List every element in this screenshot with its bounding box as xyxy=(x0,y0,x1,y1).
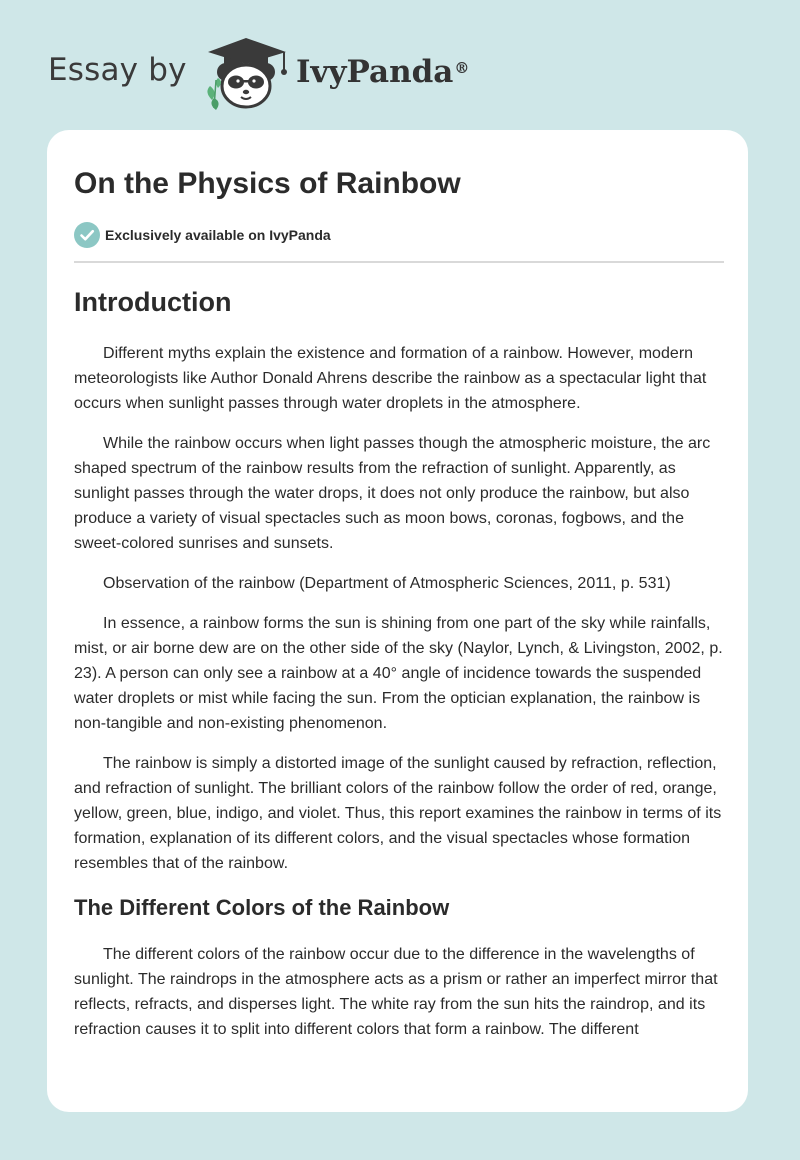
site-header xyxy=(0,0,800,130)
brand-name-text[interactable]: IvyPanda xyxy=(296,54,454,90)
section-heading-introduction: Introduction xyxy=(74,287,232,317)
article-body xyxy=(74,280,724,1057)
paragraph: The different colors of the rainbow occur due to the difference in the wavelengths of sunlight. The raindrops in the atmosphere acts as a prism or rather an imperfect mirror that reflects, refracts, and disperses light. The white ray from the sun hits the raindrop, and its refraction causes it to split into different colors that form a rainbow. The different xyxy=(74,946,718,1038)
paragraph: In essence, a rainbow forms the sun is shining from one part of the sky while rainfalls, mist, or air borne dew are on the other side of the sky (Naylor, Lynch, & Livingston, 2002, p. 23). A person can only see a rainbow at a 40° angle of incidence towards the suspended water droplets or mist while facing the sun. From the optician explanation, the rainbow is non-tangible and non-existing phenomenon. xyxy=(74,615,723,732)
divider xyxy=(74,261,724,263)
paragraph: Different myths explain the existence and formation of a rainbow. However, modern meteorologists like Author Donald Ahrens describe the rainbow as a spectacular light that occurs when sunlight passes through water droplets in the atmosphere. xyxy=(74,345,707,412)
trademark-symbol: ® xyxy=(454,59,470,77)
panda-graduate-icon[interactable] xyxy=(200,34,292,110)
exclusive-label: Exclusively available on IvyPanda xyxy=(105,227,331,243)
section-heading-colors: The Different Colors of the Rainbow xyxy=(74,895,450,920)
essay-card xyxy=(47,130,748,1112)
page-title: On the Physics of Rainbow xyxy=(74,167,461,200)
paragraph: While the rainbow occurs when light passes though the atmospheric moisture, the arc shaped spectrum of the rainbow results from the refraction of sunlight. Apparently, as sunlight passes through the water drops, it does not only produce the rainbow, but also produce a variety of visual spectacles such as moon bows, coronas, fogbows, and the sweet-colored sunrises and sunsets. xyxy=(74,435,711,552)
paragraph: The rainbow is simply a distorted image of the sunlight caused by refraction, reflection, and refraction of sunlight. The brilliant colors of the rainbow follow the order of red, orange, yellow, green, blue, indigo, and violet. Thus, this report examines the rainbow in terms of its formation, explanation of its different colors, and the visual spectacles whose formation resembles that of the rainbow. xyxy=(74,755,722,872)
figure-caption: Observation of the rainbow (Department of Atmospheric Sciences, 2011, p. 531) xyxy=(103,575,671,592)
exclusive-badge xyxy=(74,222,331,248)
check-circle-icon xyxy=(74,222,100,248)
brand-prefix: Essay by xyxy=(48,52,187,88)
brand-name[interactable] xyxy=(296,52,469,92)
